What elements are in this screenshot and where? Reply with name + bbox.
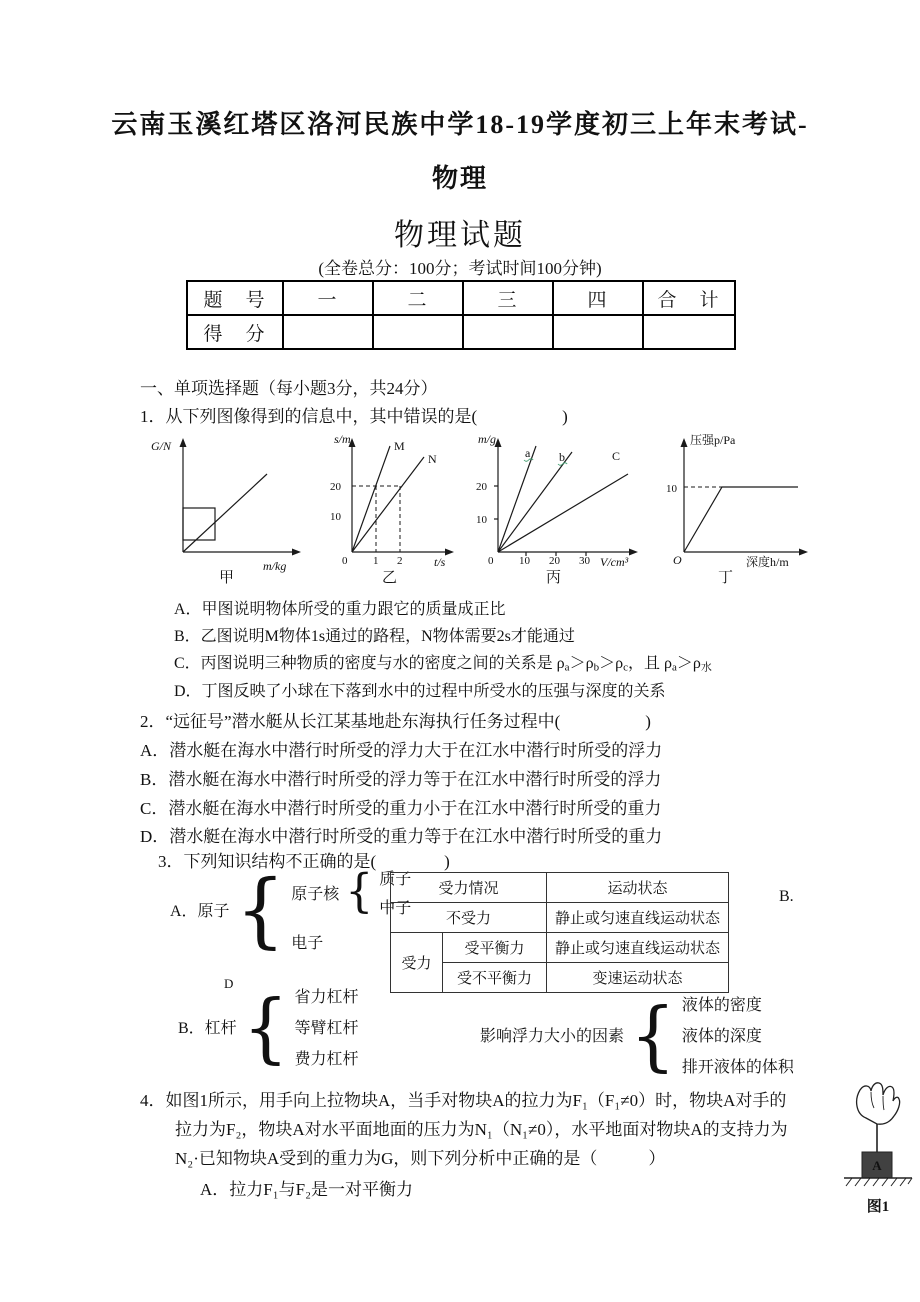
- graph-jia-ylabel: G/N: [151, 439, 172, 453]
- q1-option-b: B．乙图说明M物体1s通过的路程，N物体需要2s才能通过: [174, 628, 575, 645]
- q1-option-c-p2: ＞ρ: [569, 655, 594, 672]
- q1-option-d: D．丁图反映了小球在下落到水中的过程中所受水的压强与深度的关系: [174, 683, 666, 700]
- atom-nucleus-label: 原子核: [291, 885, 340, 903]
- structure-buoyancy: [480, 992, 794, 1077]
- graph-bing-ytick-20: 20: [476, 481, 487, 493]
- q2-option-d: D．潜水艇在海水中潜行时所受的重力等于在江水中潜行时所受的重力: [140, 827, 663, 846]
- ground-hatching: [846, 1178, 912, 1186]
- q1-option-c-s4: a: [671, 661, 677, 674]
- q1-option-c-s3: c: [623, 661, 628, 674]
- graph-yi-caption: 乙: [382, 570, 398, 584]
- graph-yi-ytick-10: 10: [330, 511, 341, 523]
- axis-arrow-icon: [292, 549, 301, 556]
- buoyancy-item-2: 液体的深度: [681, 1028, 762, 1045]
- lever-d-annotation: D: [224, 976, 234, 991]
- graph-bing-line-c-label: C: [612, 449, 621, 463]
- question-1-text: 1．从下列图像得到的信息中，其中错误的是( ): [140, 407, 568, 426]
- graph-yi-origin: 0: [342, 555, 348, 567]
- graph-bing-xlabel: V/cm³: [600, 555, 629, 569]
- graph-yi-xtick-2: 2: [397, 555, 403, 567]
- graph-jia: [145, 430, 310, 589]
- score-cell-2: [373, 315, 463, 349]
- structure-lever: [178, 984, 359, 1069]
- graph-ding-ylabel: 压强p/Pa: [690, 433, 736, 447]
- graph-ding-svg: [648, 430, 810, 584]
- graph-yi-xtick-1: 1: [373, 555, 379, 567]
- graph-yi-xlabel: t/s: [434, 555, 446, 569]
- score-cell-4: [553, 315, 643, 349]
- figure-1-caption: 图1: [866, 1199, 890, 1215]
- score-col-4: 四: [553, 281, 643, 315]
- exam-title-line2: 物理: [431, 164, 488, 193]
- graph-jia-svg: [145, 430, 310, 584]
- buoyancy-item-3: 排开液体的体积: [681, 1059, 794, 1076]
- buoyancy-label: 影响浮力大小的因素: [480, 1028, 625, 1045]
- electron-label: 电子: [291, 935, 324, 952]
- q1-option-c-s2: b: [593, 661, 600, 674]
- score-table: [186, 280, 736, 350]
- force-table-header-1: 受力情况: [391, 873, 547, 903]
- graph-bing-ytick-10: 10: [476, 514, 487, 526]
- exam-title-line1: 云南玉溪红塔区洛河民族中学18-19学度初三上年末考试-: [111, 110, 809, 139]
- force-table-balanced-state: 静止或匀速直线运动状态: [547, 933, 729, 963]
- q1-option-c-s1: a: [564, 661, 570, 674]
- neutron-label: 中子: [379, 900, 412, 917]
- axis-arrow-icon: [445, 549, 454, 556]
- graph-ding-ytick-10: 10: [666, 483, 677, 495]
- axis-arrow-icon: [799, 549, 808, 556]
- q2-option-b: B．潜水艇在海水中潜行时所受的浮力等于在江水中潜行时所受的浮力: [140, 770, 662, 789]
- paper-title: 物理试题: [394, 219, 526, 252]
- graph-bing-line-a-label: a: [525, 446, 531, 460]
- question-2-text: 2．“远征号”潜水艇从长江某基地赴东海执行任务过程中( ): [140, 712, 651, 731]
- figure-1: [842, 1078, 914, 1216]
- force-table-balanced: 受平衡力: [443, 933, 547, 963]
- graph-bing-line-b-label: b: [559, 450, 565, 464]
- score-table-header-label: 题 号: [187, 281, 283, 315]
- question-4-line2: 拉力为F₂，物块A对水平面地面的压力为N₁（N₁≠0），水平地面对物块A的支持力为: [175, 1120, 788, 1139]
- axis-arrow-icon: [629, 549, 638, 556]
- axis-arrow-icon: [180, 438, 187, 447]
- buoyancy-item-1: 液体的密度: [681, 997, 762, 1014]
- score-cell-1: [283, 315, 373, 349]
- structure-atom: [170, 862, 412, 957]
- score-cell-3: [463, 315, 553, 349]
- lever-item-2: 等臂杠杆: [294, 1020, 359, 1037]
- score-cell-total: [643, 315, 735, 349]
- graph-bing-xtick-30: 30: [579, 555, 590, 567]
- q2-option-a: A．潜水艇在海水中潜行时所受的浮力大于在江水中潜行时所受的浮力: [140, 741, 663, 760]
- structure-atom-label: A．原子: [170, 903, 230, 920]
- score-col-total: 合 计: [643, 281, 735, 315]
- force-table-header-2: 运动状态: [547, 873, 729, 903]
- graph-bing-ylabel: m/g: [478, 432, 496, 446]
- q1-option-c-p5: ＞ρ: [676, 655, 701, 672]
- question-3-text: 3．下列知识结构不正确的是( ): [158, 852, 450, 871]
- graph-ding-origin: O: [673, 553, 682, 567]
- graph-yi-ylabel: s/m: [334, 432, 351, 446]
- nucleus-brace: {: [345, 864, 374, 919]
- graph-bing-caption: 丙: [546, 570, 562, 584]
- q1-option-a: A．甲图说明物体所受的重力跟它的质量成正比: [174, 601, 506, 618]
- question-4-line3: N₂·已知物块A受到的重力为G，则下列分析中正确的是（ ）: [175, 1149, 666, 1168]
- q3-side-label-b: B.: [779, 888, 794, 905]
- graph-yi-line-m-label: M: [394, 439, 405, 453]
- axis-arrow-icon: [681, 438, 688, 447]
- score-col-3: 三: [463, 281, 553, 315]
- lever-item-1: 省力杠杆: [294, 989, 359, 1006]
- graph-jia-xlabel: m/kg: [263, 559, 287, 573]
- graph-ding: [648, 430, 810, 589]
- q1-option-c-p3: ＞ρ: [599, 655, 624, 672]
- proton-label: 质子: [379, 871, 412, 888]
- figure-1-svg: [842, 1078, 914, 1190]
- force-state-table: [390, 872, 729, 993]
- q1-option-c-p1: C．丙图说明三种物质的密度与水的密度之间的关系是 ρ: [174, 655, 565, 672]
- score-col-1: 一: [283, 281, 373, 315]
- block-a-label: A: [872, 1158, 882, 1173]
- graph-bing-origin: 0: [488, 555, 494, 567]
- hand-icon: [857, 1083, 900, 1124]
- q4-option-a: A．拉力F₁与F₂是一对平衡力: [200, 1180, 414, 1199]
- graph-bing-xtick-20: 20: [549, 555, 560, 567]
- graph-bing-xtick-10: 10: [519, 555, 530, 567]
- force-table-no-force-state: 静止或匀速直线运动状态: [547, 903, 729, 933]
- section1-heading: 一、单项选择题（每小题3分，共24分）: [140, 379, 438, 398]
- force-table-unbalanced: 受不平衡力: [443, 963, 547, 993]
- graph-bing-svg: [462, 430, 640, 584]
- graph-ding-xlabel: 深度h/m: [746, 555, 789, 569]
- graph-yi-line-n-label: N: [428, 452, 437, 466]
- q1-option-c-s5: 水: [700, 661, 712, 674]
- q2-option-c: C．潜水艇在海水中潜行时所受的重力小于在江水中潜行时所受的重力: [140, 799, 662, 818]
- lever-item-3: 费力杠杆: [294, 1051, 359, 1068]
- exam-info: (全卷总分：100分；考试时间100分钟): [318, 259, 602, 278]
- buoyancy-brace: {: [630, 990, 676, 1079]
- lever-brace: {: [242, 982, 289, 1071]
- force-table-no-force: 不受力: [391, 903, 547, 933]
- score-table-row-label: 得 分: [187, 315, 283, 349]
- graph-jia-caption: 甲: [219, 570, 235, 584]
- graph-yi-ytick-20: 20: [330, 481, 341, 493]
- force-table-force: 受力: [391, 933, 443, 993]
- q1-option-c: [174, 650, 712, 675]
- q1-option-c-p4: ，且 ρ: [627, 655, 672, 672]
- graph-yi-svg: [318, 430, 458, 584]
- graph-yi: [318, 430, 458, 589]
- structure-lever-label: B．杠杆: [178, 1020, 237, 1037]
- score-col-2: 二: [373, 281, 463, 315]
- atom-brace: {: [235, 862, 286, 957]
- force-table-unbalanced-state: 变速运动状态: [547, 963, 729, 993]
- question-4-line1: 4．如图1所示，用手向上拉物块A，当手对物块A的拉力为F₁（F₁≠0）时，物块A对手的: [140, 1091, 787, 1110]
- graph-ding-caption: 丁: [718, 570, 734, 584]
- graph-bing: [462, 430, 640, 589]
